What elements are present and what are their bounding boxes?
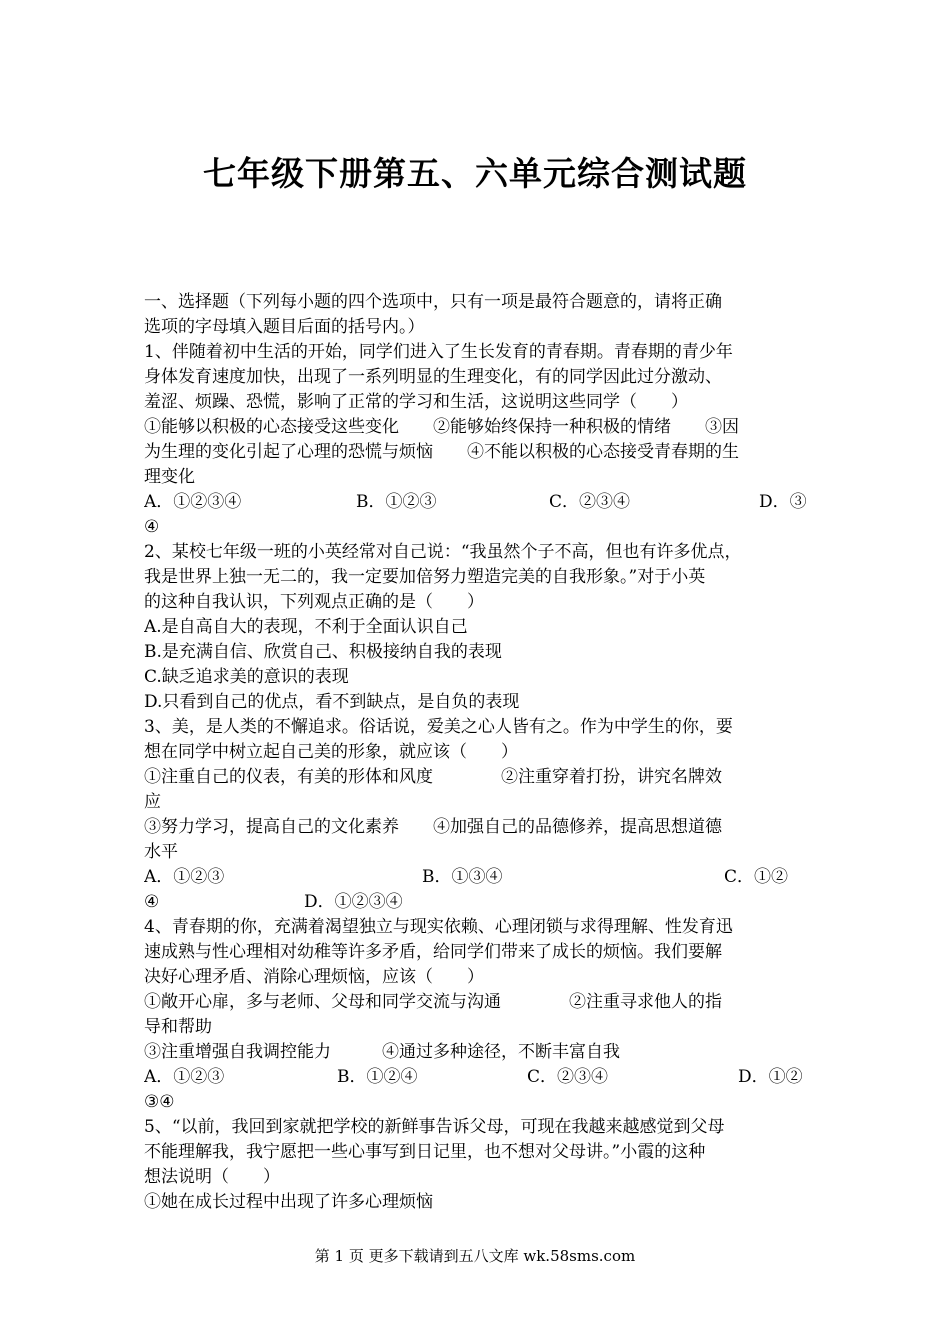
page-title: 七年级下册第五、六单元综合测试题: [203, 154, 747, 193]
document-body: [144, 290, 808, 1215]
text-line: 羞涩、烦躁、恐慌，影响了正常的学习和生活，这说明这些同学（ ）: [144, 392, 688, 412]
text-line: 我是世界上独一无二的，我一定要加倍努力塑造完美的自我形象。”对于小英: [144, 567, 706, 587]
text-line: 5、“以前，我回到家就把学校的新鲜事告诉父母，可现在我越来越感觉到父母: [144, 1117, 725, 1137]
q4-option-a: A．①②③: [144, 1067, 225, 1087]
text-line: 为生理的变化引起了心理的恐慌与烦恼 ④不能以积极的心态接受青春期的生: [144, 442, 739, 462]
text-line: 想法说明（ ）: [144, 1167, 280, 1187]
q1-option-c: C．②③④: [549, 492, 631, 512]
q1-option-b: B．①②③: [356, 492, 437, 512]
q3-option-b: B．①③④: [422, 867, 503, 887]
q1-option-a: A．①②③④: [144, 492, 242, 512]
text-line: 想在同学中树立起自己美的形象，就应该（ ）: [144, 742, 518, 762]
text-line: 身体发育速度加快，出现了一系列明显的生理变化，有的同学因此过分激动、: [144, 367, 722, 387]
q3-options-cont: [144, 890, 808, 915]
q2-option-d: D.只看到自己的优点，看不到缺点，是自负的表现: [144, 692, 520, 712]
q4-option-b: B．①②④: [337, 1067, 418, 1087]
text-line: 理变化: [144, 467, 195, 487]
q3-option-a: A．①②③: [144, 867, 225, 887]
q2-option-b: B.是充满自信、欣赏自己、积极接纳自我的表现: [144, 642, 502, 662]
q2-option-a: A.是自高自大的表现，不利于全面认识自己: [144, 617, 468, 637]
q4-option-d: D．①②: [738, 1067, 803, 1087]
text-line: 决好心理矛盾、消除心理烦恼，应该（ ）: [144, 967, 484, 987]
text-line: ①能够以积极的心态接受这些变化 ②能够始终保持一种积极的情绪 ③因: [144, 417, 739, 437]
q4-option-c: C．②③④: [527, 1067, 609, 1087]
text-line: 速成熟与性心理相对幼稚等许多矛盾，给同学们带来了成长的烦恼。我们要解: [144, 942, 722, 962]
text-line: 选项的字母填入题目后面的括号内。）: [144, 317, 425, 337]
text-line: 1、伴随着初中生活的开始，同学们进入了生长发育的青春期。青春期的青少年: [144, 342, 733, 362]
text-line: 水平: [144, 842, 178, 862]
q3-option-d: D．①②③④: [304, 892, 403, 912]
text-line: ①敞开心扉，多与老师、父母和同学交流与沟通 ②注重寻求他人的指: [144, 992, 722, 1012]
page-footer: 第 1 页 更多下载请到五八文库 wk.58sms.com: [314, 1247, 636, 1265]
q3-option-c-cont: ④: [144, 892, 160, 912]
q1-options: [144, 490, 808, 515]
q1-option-d: D．③: [759, 492, 807, 512]
text-line: 3、美，是人类的不懈追求。俗话说，爱美之心人皆有之。作为中学生的你，要: [144, 717, 733, 737]
text-line: ①她在成长过程中出现了许多心理烦恼: [144, 1192, 433, 1212]
text-line: ③注重增强自我调控能力 ④通过多种途径，不断丰富自我: [144, 1042, 620, 1062]
text-line: 应: [144, 792, 161, 812]
text-line: 2、某校七年级一班的小英经常对自己说：“我虽然个子不高，但也有许多优点，: [144, 542, 742, 562]
text-line: 4、青春期的你，充满着渴望独立与现实依赖、心理闭锁与求得理解、性发育迅: [144, 917, 733, 937]
q3-option-c: C．①②: [724, 867, 789, 887]
text-line: ④: [144, 517, 160, 537]
q4-options: [144, 1065, 808, 1090]
text-line: 导和帮助: [144, 1017, 212, 1037]
text-line: 不能理解我，我宁愿把一些心事写到日记里，也不想对父母讲。”小霞的这种: [144, 1142, 706, 1162]
text-line: 一、选择题（下列每小题的四个选项中，只有一项是最符合题意的，请将正确: [144, 292, 722, 312]
q2-option-c: C.缺乏追求美的意识的表现: [144, 667, 349, 687]
q3-options: [144, 865, 808, 890]
text-line: 的这种自我认识，下列观点正确的是（ ）: [144, 592, 484, 612]
text-line: ③努力学习，提高自己的文化素养 ④加强自己的品德修养，提高思想道德: [144, 817, 722, 837]
text-line: ①注重自己的仪表，有美的形体和风度 ②注重穿着打扮，讲究名牌效: [144, 767, 722, 787]
text-line: ③④: [144, 1092, 175, 1112]
